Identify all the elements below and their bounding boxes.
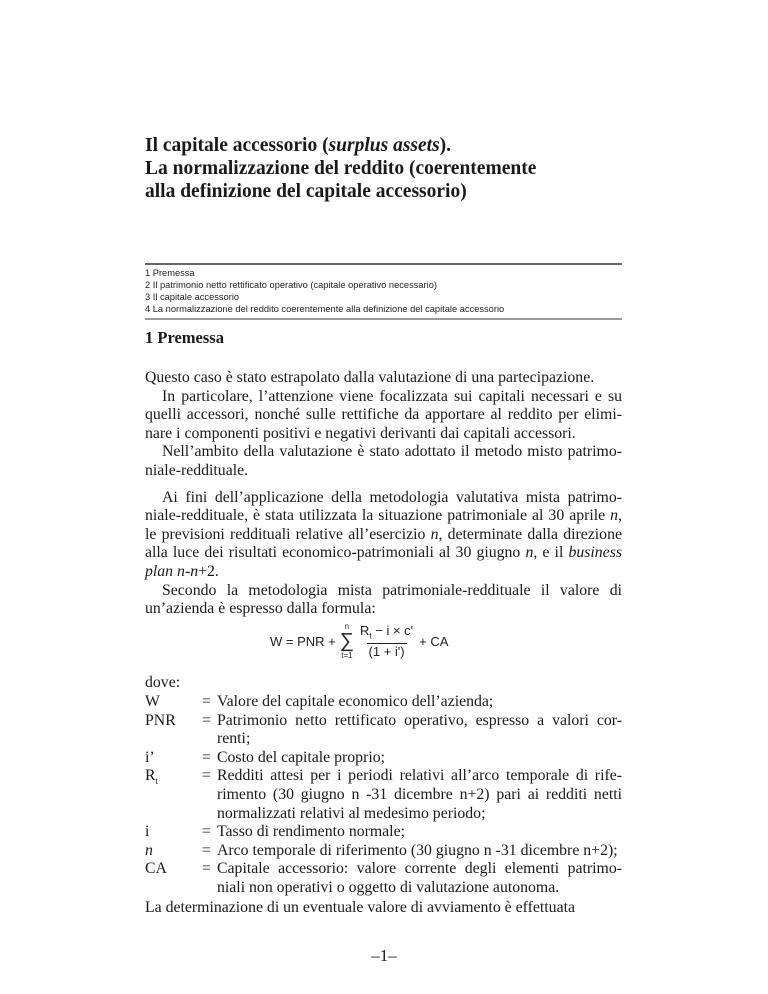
- text-segment: +2.: [198, 563, 219, 580]
- definition-term: W: [145, 693, 160, 710]
- text-segment: niale-reddituale, è stata utilizzata la situazione patrimoniale al 30 aprile: [145, 507, 611, 525]
- text-segment: Ai fini dell’applicazione della metodologia valutativa mista patrimo-: [162, 488, 622, 506]
- text-line: [162, 582, 622, 600]
- text-segment: , e il: [533, 544, 569, 562]
- text-segment: nare i componenti positivi e negativi derivanti dai capitali accessori.: [145, 424, 576, 442]
- text-line: [162, 489, 622, 507]
- sum-symbol: ∑: [339, 630, 355, 652]
- numerator-rest: − i × c': [371, 622, 414, 638]
- numerator-sub: t: [369, 631, 372, 641]
- definition-text: Valore del capitale economico dell’azienda;: [217, 693, 494, 710]
- text-line: [145, 563, 622, 581]
- definition-text: Costo del capitale proprio;: [217, 748, 386, 766]
- text-line: [145, 406, 622, 424]
- text-line: [162, 443, 622, 461]
- text-segment: quelli accessori, nonché sulle rettifiche da apportare al reddito per elimi-: [145, 406, 622, 424]
- toc-item[interactable]: 3 Il capitale accessorio: [145, 292, 240, 302]
- text-segment: alla luce dei risultati economico-patrimoniali al 30 giugno: [145, 544, 526, 562]
- definition-text: Arco temporale di riferimento (30 giugno n -31 dicembre n+2);: [217, 841, 618, 859]
- title-italic: surplus assets: [328, 135, 440, 156]
- text-segment: Secondo la metodologia mista patrimoniale-reddituale il valore di: [162, 581, 622, 599]
- definition-text: Redditi attesi per i periodi relativi all’arco temporale di rife-: [217, 767, 622, 785]
- text-line: [145, 526, 622, 544]
- definition-term: CA: [145, 860, 167, 878]
- definition-text: Patrimonio netto rettificato operativo, espresso a valori cor-: [217, 711, 622, 729]
- closing-line: La determinazione di un eventuale valore di avviamento è effettuata: [145, 899, 575, 916]
- definition-term: PNR: [145, 711, 176, 729]
- text-line: [145, 369, 622, 387]
- text-segment: Questo caso è stato estrapolato dalla valutazione di una partecipazione.: [145, 369, 595, 386]
- document-title: [145, 134, 536, 203]
- definition-text: renti;: [217, 730, 251, 748]
- denominator: (1 + i'): [368, 644, 405, 660]
- formula: [270, 622, 448, 660]
- sum-upper: n: [344, 622, 350, 631]
- title-text: Il capitale accessorio (: [145, 135, 329, 156]
- text-segment: n: [525, 544, 534, 562]
- text-line: [145, 425, 622, 443]
- formula-rhs: + CA: [419, 633, 449, 649]
- toc-item[interactable]: 1 Premessa: [145, 268, 195, 278]
- text-line: [145, 507, 622, 525]
- equals-sign: =: [202, 711, 211, 729]
- text-segment: n: [430, 525, 439, 543]
- title-line: La normalizzazione del reddito (coerentemente: [145, 158, 537, 179]
- definition-term: n: [145, 841, 153, 859]
- numerator-r: R: [360, 622, 370, 638]
- definition-text: normalizzati relativi al medesimo periodo;: [217, 804, 486, 822]
- text-segment: n: [190, 563, 199, 580]
- section-heading: 1 Premessa: [145, 328, 224, 347]
- table-of-contents: [145, 263, 622, 320]
- summation: [340, 622, 354, 660]
- dove-label: dove:: [145, 674, 181, 691]
- text-line: [145, 544, 622, 562]
- equals-sign: =: [202, 823, 211, 841]
- definition-text: Tasso di rendimento normale;: [217, 823, 405, 841]
- text-segment: n: [610, 507, 619, 525]
- sum-lower: t=1: [341, 651, 353, 660]
- text-segment: Nell’ambito della valutazione è stato adottato il metodo misto patrimo-: [162, 443, 622, 461]
- equals-sign: =: [202, 748, 211, 766]
- definition-text: niali non operativi o oggetto di valutazione autonoma.: [217, 878, 560, 896]
- formula-lhs: W = PNR +: [270, 633, 336, 649]
- title-line: alla definizione del capitale accessorio): [145, 181, 467, 202]
- text-line: [145, 462, 622, 480]
- toc-item[interactable]: 2 Il patrimonio netto rettificato operativo (capitale operativo necessario): [145, 280, 437, 290]
- text-segment: -: [184, 563, 191, 580]
- definition-term: i’: [145, 748, 155, 766]
- text-segment: un’azienda è espresso dalla formula:: [145, 600, 376, 618]
- text-segment: plan n: [145, 563, 185, 580]
- definition-term: $R_t$: [145, 767, 159, 787]
- title-text: ).: [439, 135, 452, 156]
- text-segment: ,: [618, 507, 622, 525]
- text-segment: le previsioni reddituali relative all’esercizio: [145, 525, 431, 543]
- text-line: [162, 388, 622, 406]
- definition-text: Capitale accessorio: valore corrente degli elementi patrimo-: [217, 860, 622, 878]
- text-line: [145, 600, 622, 618]
- toc-item[interactable]: 4 La normalizzazione del reddito coerentemente alla definizione del capitale accessorio: [145, 304, 505, 314]
- definition-text: rimento (30 giugno n -31 dicembre n+2) pari ai redditi netti: [217, 785, 622, 803]
- fraction: [358, 623, 415, 660]
- text-segment: niale-reddituale.: [145, 462, 249, 479]
- numerator: [358, 623, 415, 644]
- equals-sign: =: [202, 860, 211, 878]
- text-segment: In particolare, l’attenzione viene focalizzata sui capitali necessari e su: [162, 387, 622, 405]
- text-segment: , determinate dalla direzione: [438, 525, 622, 543]
- equals-sign: =: [202, 841, 211, 859]
- equals-sign: =: [202, 767, 211, 785]
- page-number: –1–: [371, 946, 397, 965]
- text-segment: business: [568, 544, 622, 562]
- definition-term: i: [145, 823, 150, 841]
- equals-sign: =: [202, 693, 211, 710]
